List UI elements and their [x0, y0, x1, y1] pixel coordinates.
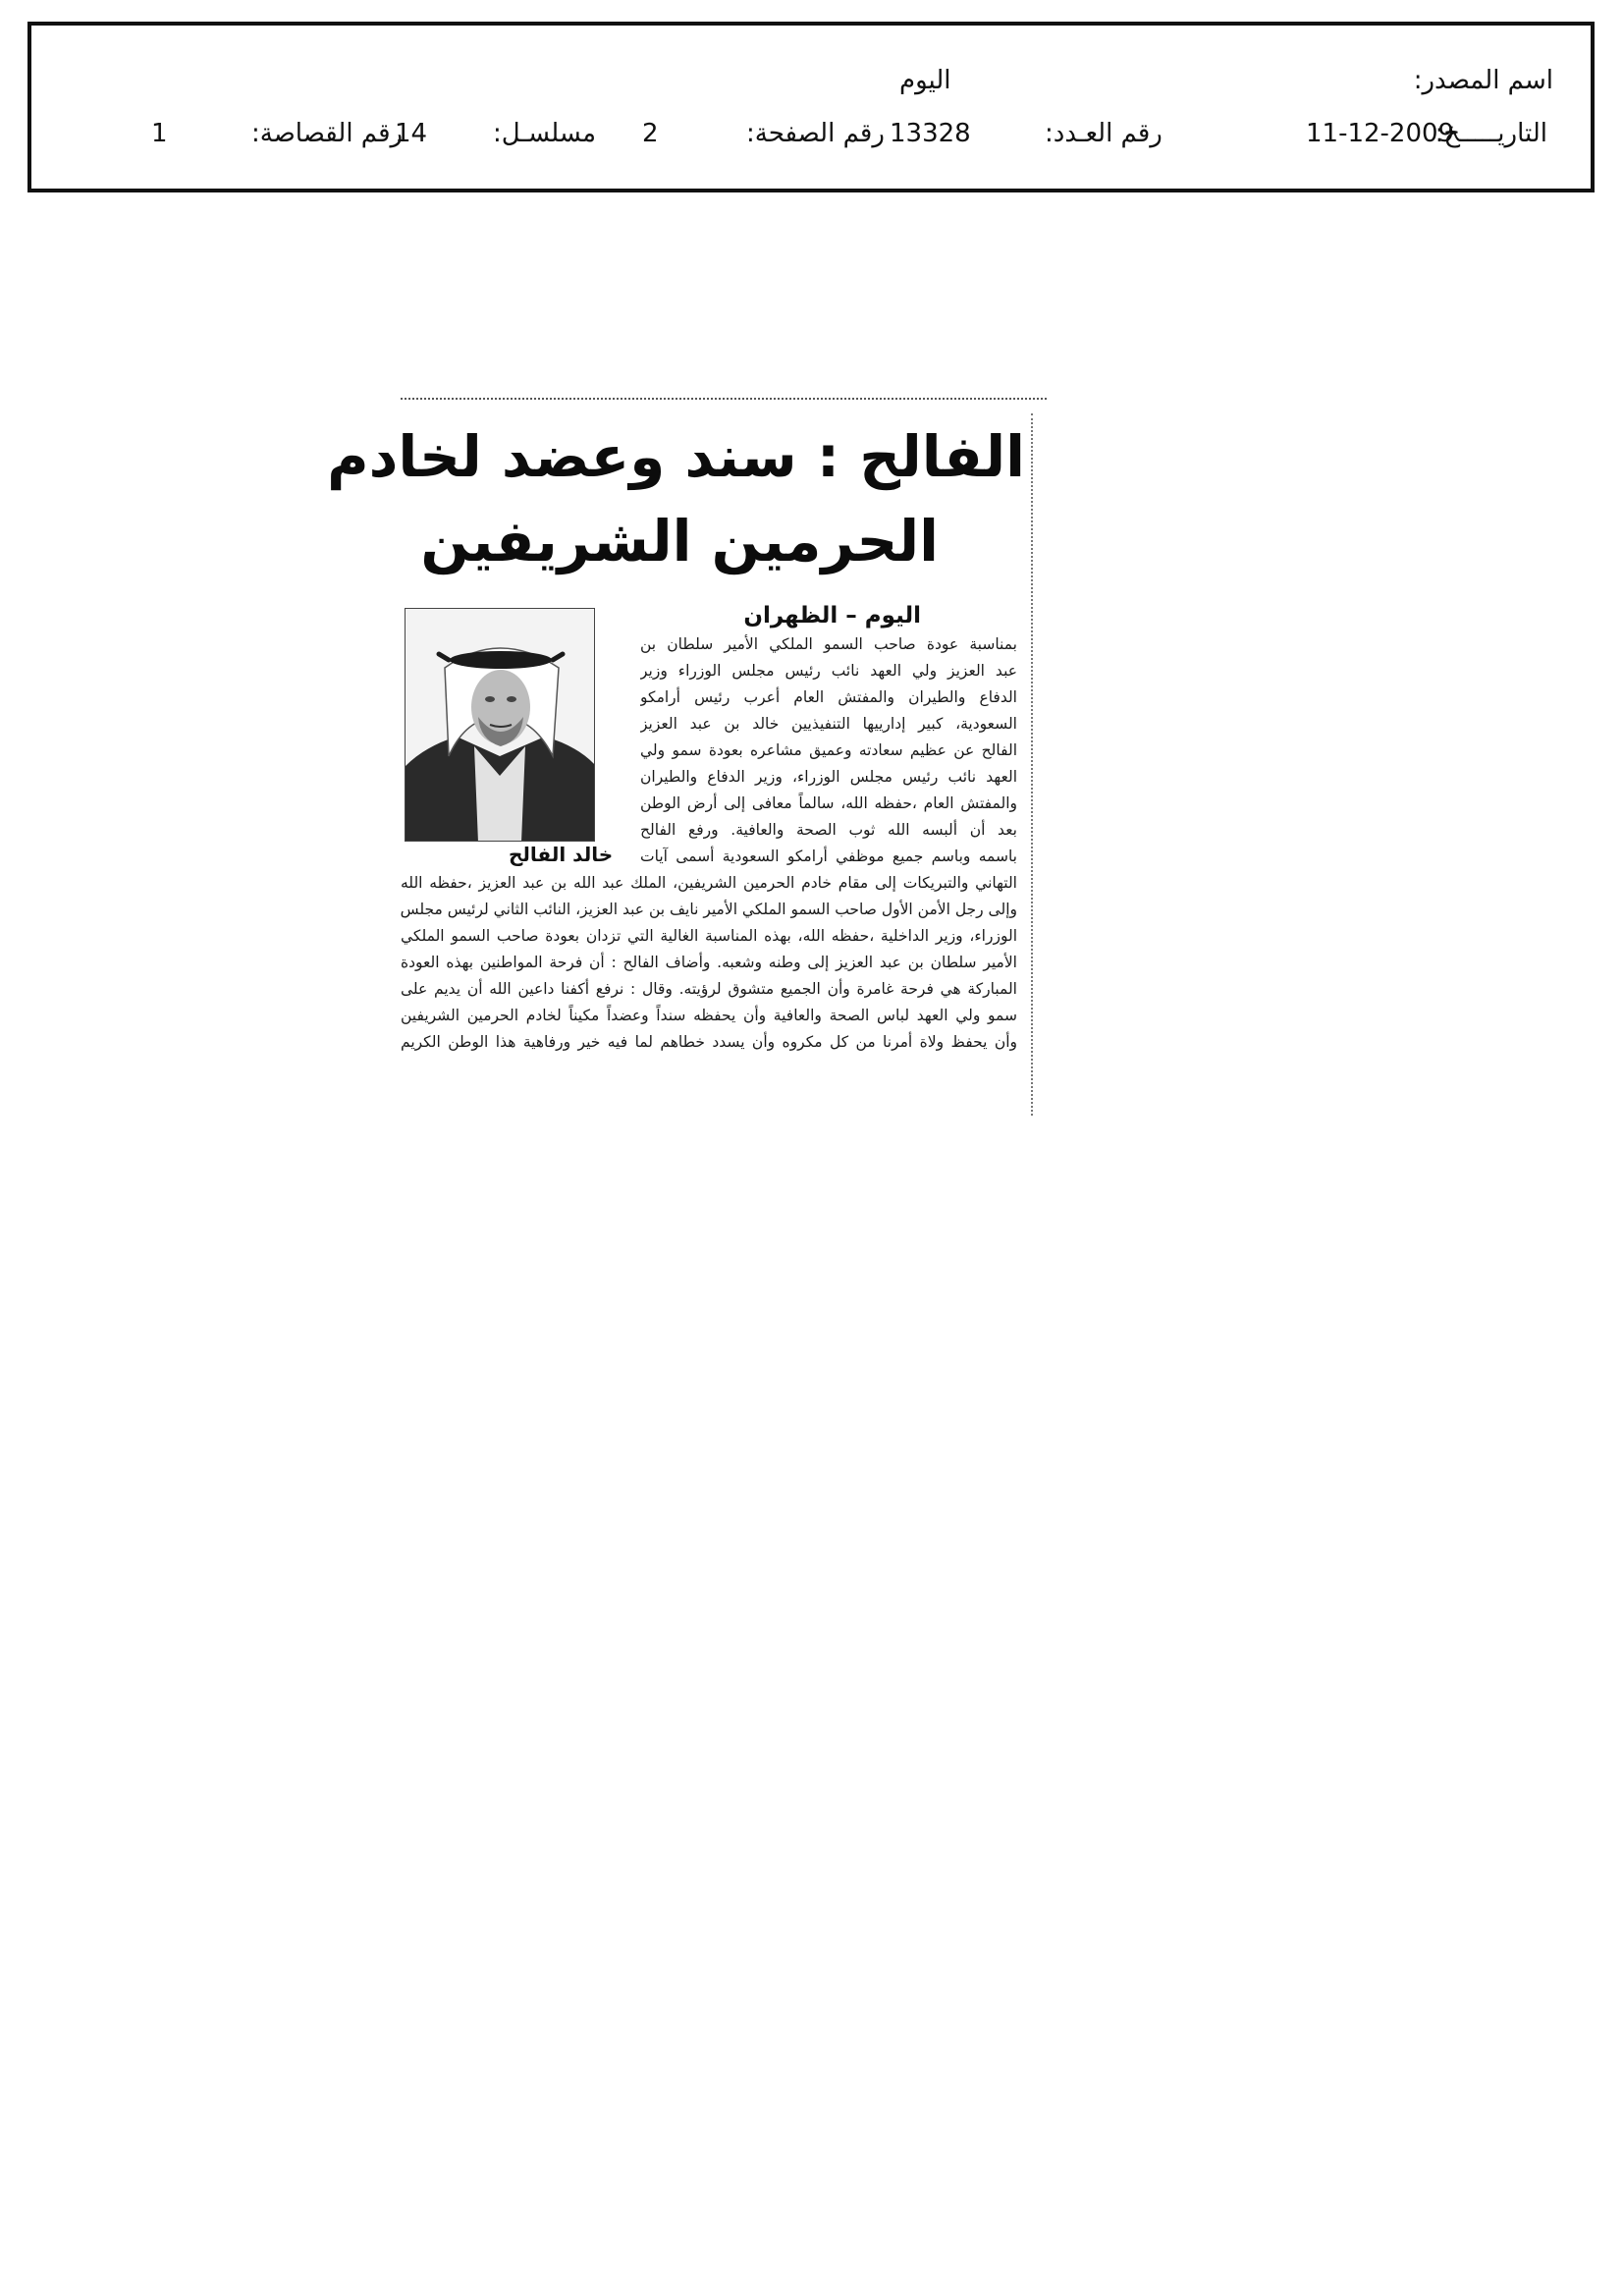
body-line: والمفتش العام ،حفظه الله، سالماً معافى إلى أرض الوطن	[640, 794, 1017, 812]
clipping-top-rule	[401, 398, 1047, 400]
body-line: بعد أن ألبسه الله ثوب الصحة والعافية. ورفع الفالح	[640, 821, 1017, 839]
body-line: السعودية، كبير إدارييها التنفيذيين خالد بن عبد العزيز	[640, 715, 1017, 733]
body-line: سمو ولي العهد لباس الصحة والعافية وأن يحفظه سنداً وعضداً مكيناً لخادم الحرمين الشريفين	[401, 1007, 1017, 1024]
portrait-photo	[405, 608, 595, 842]
page-label: رقم الصفحة:	[746, 119, 885, 148]
headline-line-2: الحرمين الشريفين	[420, 508, 939, 574]
source-value: اليوم	[899, 66, 951, 95]
body-line: الوزراء، وزير الداخلية ،حفظه الله، بهذه المناسبة الغالية التي تزدان بعودة صاحب السمو الملكي	[401, 927, 1017, 945]
body-line: بمناسبة عودة صاحب السمو الملكي الأمير سلطان بن	[640, 635, 1017, 653]
body-line: وأن يحفظ ولاة أمرنا من كل مكروه وأن يسدد خطاهم لما فيه خير ورفاهية هذا الوطن الكريم	[401, 1033, 1017, 1051]
body-line: وإلى رجل الأمن الأول صاحب السمو الملكي الأمير نايف بن عبد العزيز، النائب الثاني لرئيس مجلس	[401, 901, 1017, 918]
portrait-illustration-icon	[406, 609, 595, 842]
body-line: عبد العزيز ولي العهد نائب رئيس مجلس الوزراء وزير	[640, 662, 1017, 680]
serial-value: 14	[395, 119, 428, 148]
date-label: التاريـــــخ:	[1434, 119, 1547, 148]
body-line: الدفاع والطيران والمفتش العام أعرب رئيس أرامكو	[640, 688, 1017, 706]
body-line: باسمه وباسم جميع موظفي أرامكو السعودية أسمى آيات	[640, 847, 1017, 865]
source-label: اسم المصدر:	[1413, 66, 1553, 95]
article-dateline: اليوم – الظهران	[743, 603, 921, 629]
body-line: التهاني والتبريكات إلى مقام خادم الحرمين الشريفين، الملك عبد الله بن عبد العزيز ،حفظه الله	[401, 874, 1017, 892]
clipping-right-rule	[1031, 413, 1033, 1116]
newspaper-clipping	[327, 398, 1047, 1120]
clipping-header-box	[27, 22, 1595, 192]
date-value: 11-12-2009	[1306, 119, 1455, 148]
body-line: الفالح عن عظيم سعادته وعميق مشاعره بعودة سمو ولي	[640, 741, 1017, 759]
issue-label: رقم العـدد:	[1045, 119, 1163, 148]
page-value: 2	[642, 119, 659, 148]
clip-label: رقم القصاصة:	[251, 119, 404, 148]
serial-label: مسلسـل:	[493, 119, 596, 148]
photo-caption: خالد الفالح	[509, 843, 614, 866]
body-line: العهد نائب رئيس مجلس الوزراء، وزير الدفاع والطيران	[640, 768, 1017, 786]
body-line: المباركة هي فرحة غامرة وأن الجميع متشوق لرؤيته. وقال : نرفع أكفنا داعين الله أن يديم على	[401, 980, 1017, 998]
headline-line-1: الفالح : سند وعضد لخادم	[327, 423, 1025, 490]
clip-value: 1	[151, 119, 168, 148]
issue-value: 13328	[890, 119, 971, 148]
body-line: الأمير سلطان بن عبد العزيز إلى وطنه وشعبه. وأضاف الفالح : أن فرحة المواطنين بهذه العودة	[401, 954, 1017, 971]
